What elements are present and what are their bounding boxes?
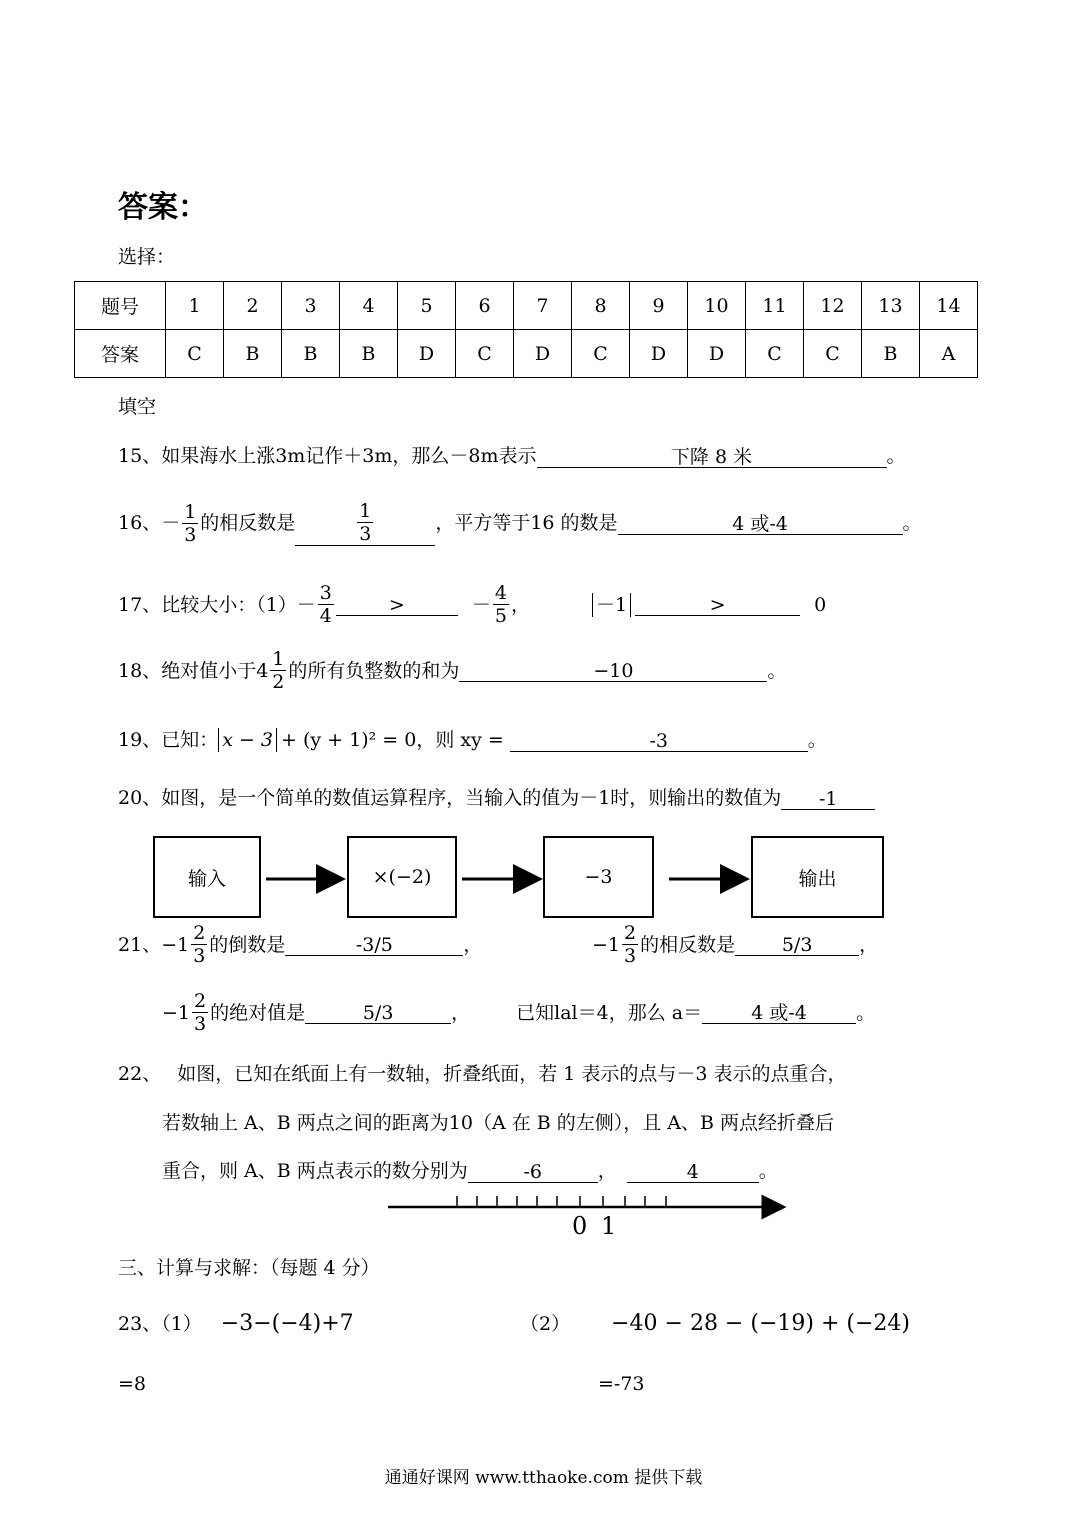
question-text: ，平方等于16 的数是: [435, 512, 618, 534]
table-cell-answer: D: [688, 330, 746, 378]
table-cell-number: 2: [224, 282, 282, 330]
page-title: 答案：: [118, 190, 208, 225]
answer-text: -3: [649, 729, 669, 752]
question-21-part2: [592, 922, 878, 967]
question-number: 23、: [118, 1313, 162, 1335]
whole-number: 1: [177, 1001, 191, 1024]
table-cell-answer: C: [456, 330, 514, 378]
table-cell-number: 1: [166, 282, 224, 330]
table-cell-number: 10: [688, 282, 746, 330]
question-text: 的所有负整数的和为: [288, 659, 460, 682]
numerator: 2: [624, 922, 637, 944]
answer-text: >: [388, 594, 405, 616]
denominator: 4: [319, 605, 332, 627]
numerator: 1: [359, 500, 372, 522]
answer-text: >: [709, 594, 726, 616]
table-cell-answer: C: [746, 330, 804, 378]
question-number: 15、: [118, 445, 162, 467]
punctuation: 。: [902, 512, 922, 534]
question-text: 比较大小：（1）: [161, 593, 297, 616]
value-text: 0: [814, 593, 827, 616]
table-header-cell: 答案: [75, 330, 166, 378]
question-21-part3: [162, 990, 875, 1035]
question-text: 绝对值小于: [161, 659, 257, 682]
punctuation: 。: [758, 1160, 778, 1182]
question-text: + (y + 1)² = 0，则 xy =: [281, 729, 504, 751]
absolute-value: x − 3: [218, 728, 277, 752]
table-cell-number: 4: [340, 282, 398, 330]
whole-number: 1: [177, 933, 190, 956]
question-22-line2: 若数轴上 A、B 两点之间的距离为10（A 在 B 的左侧），且 A、B 两点经折叠后: [162, 1112, 835, 1134]
sign: −: [162, 1001, 178, 1024]
answer-blank: [285, 933, 463, 956]
flow-multiply-box: ×(−2): [347, 836, 457, 918]
flow-output-box: 输出: [751, 836, 884, 918]
sign: −: [161, 933, 178, 956]
denominator: 3: [184, 523, 197, 546]
punctuation: ，: [597, 1160, 617, 1182]
question-23: [118, 1312, 354, 1336]
fraction: [191, 922, 207, 967]
answer-text: 下降 8 米: [670, 446, 753, 468]
table-header-cell: 题号: [75, 282, 166, 330]
denominator: 2: [272, 671, 285, 693]
table-cell-number: 11: [746, 282, 804, 330]
question-number: 18、: [118, 659, 162, 682]
sign: －: [296, 593, 316, 616]
axis-label-1: 1: [601, 1212, 617, 1240]
answer-text: -1: [819, 788, 838, 810]
expression: −3−(−4)+7: [220, 1311, 354, 1336]
question-text: 的绝对值是: [210, 1001, 306, 1024]
axis-label-0: 0: [572, 1212, 588, 1240]
part-label: （1）: [161, 1313, 202, 1335]
table-cell-answer: B: [862, 330, 920, 378]
table-cell-answer: C: [804, 330, 862, 378]
table-cell-answer: B: [282, 330, 340, 378]
question-text: 已知：: [161, 729, 219, 751]
flow-subtract-box: −3: [543, 836, 654, 918]
numerator: 1: [184, 500, 197, 523]
table-cell-number: 8: [572, 282, 630, 330]
question-22-line1: [118, 1062, 847, 1086]
sign: －: [471, 593, 491, 616]
question-text: 如图，是一个简单的数值运算程序，当输入的值为－1时，则输出的数值为: [161, 787, 782, 809]
denominator: 3: [194, 1013, 207, 1035]
answer-text: 5/3: [781, 934, 813, 956]
flow-input-box: 输入: [153, 836, 261, 918]
numerator: 4: [494, 582, 507, 604]
question-number: 19、: [118, 729, 162, 751]
question-text: 的相反数是: [200, 512, 296, 534]
question-text: 的倒数是: [209, 933, 286, 956]
punctuation: ，: [859, 933, 879, 956]
question-number: 17、: [118, 593, 162, 616]
answer-text: -6: [523, 1161, 543, 1183]
numerator: 1: [272, 648, 285, 670]
numerator: 3: [319, 582, 332, 604]
table-cell-answer: C: [572, 330, 630, 378]
question-21: [118, 922, 482, 967]
table-cell-answer: D: [398, 330, 456, 378]
table-cell-number: 6: [456, 282, 514, 330]
numerator: 2: [194, 990, 207, 1012]
sign: −: [592, 933, 608, 956]
punctuation: 。: [856, 1001, 876, 1024]
punctuation: 。: [767, 659, 787, 682]
denominator: 3: [359, 523, 372, 545]
sign: －: [161, 512, 181, 534]
punctuation: 。: [886, 445, 906, 467]
answer-text: −10: [593, 660, 634, 682]
denominator: 3: [193, 945, 206, 967]
table-cell-number: 5: [398, 282, 456, 330]
question-number: 22、: [118, 1063, 162, 1085]
result-2: =-73: [598, 1373, 645, 1395]
table-cell-answer: D: [630, 330, 688, 378]
fraction: [192, 990, 208, 1035]
whole-number: 1: [607, 933, 621, 956]
answer-blank: [735, 933, 859, 956]
section-choice-label: 选择：: [118, 246, 176, 268]
table-cell-number: 7: [514, 282, 572, 330]
table-cell-answer: C: [166, 330, 224, 378]
table-cell-number: 12: [804, 282, 862, 330]
result-1: =8: [118, 1373, 147, 1395]
question-number: 16、: [118, 512, 162, 534]
table-cell-number: 13: [862, 282, 920, 330]
question-23-part2: [520, 1312, 910, 1336]
section-fill-label: 填空: [118, 396, 157, 418]
question-text: 重合，则 A、B 两点表示的数分别为: [162, 1160, 468, 1182]
table-cell-answer: B: [224, 330, 282, 378]
question-text: 的相反数是: [640, 933, 736, 956]
table-cell-answer: B: [340, 330, 398, 378]
denominator: 3: [624, 945, 637, 967]
table-cell-answer: D: [514, 330, 572, 378]
fraction: [622, 922, 638, 967]
answer-blank: [627, 1160, 759, 1183]
answer-text: 4 或-4: [751, 1002, 807, 1024]
question-number: 21、: [118, 933, 162, 956]
punctuation: ，: [451, 1001, 471, 1024]
absolute-value: －1: [592, 593, 631, 617]
number-line-ticks: [457, 1196, 666, 1207]
table-cell-answer: A: [920, 330, 978, 378]
expression: −40 − 28 − (−19) + (−24): [611, 1311, 910, 1336]
answer-blank: [305, 1001, 451, 1024]
table-cell-number: 9: [630, 282, 688, 330]
punctuation: ，: [511, 593, 531, 616]
answer-text: 5/3: [362, 1002, 394, 1024]
answer-text: 4 或-4: [732, 512, 788, 535]
answer-text: -3/5: [355, 934, 393, 956]
part-label: （2）: [520, 1313, 571, 1335]
table-cell-number: 3: [282, 282, 340, 330]
whole-number: 4: [256, 659, 269, 682]
question-22-line3: [162, 1159, 778, 1183]
denominator: 5: [494, 605, 507, 627]
footer-text: 通通好课网 www.tthaoke.com 提供下载: [384, 1468, 703, 1488]
answer-text: 4: [686, 1161, 699, 1183]
table-cell-number: 14: [920, 282, 978, 330]
question-text: 已知lal＝4，那么 a＝: [516, 1001, 703, 1024]
punctuation: 。: [807, 729, 827, 751]
question-number: 20、: [118, 787, 162, 809]
section-3-label: 三、计算与求解：（每题 4 分）: [118, 1257, 380, 1279]
answer-blank: [468, 1160, 598, 1183]
question-text: 如图，已知在纸面上有一数轴，折叠纸面，若 1 表示的点与－3 表示的点重合，: [177, 1063, 847, 1085]
punctuation: ，: [463, 933, 483, 956]
numerator: 2: [193, 922, 206, 944]
question-text: 如果海水上涨3m记作＋3m，那么－8m表示: [161, 445, 537, 467]
answer-blank: [702, 1001, 856, 1024]
